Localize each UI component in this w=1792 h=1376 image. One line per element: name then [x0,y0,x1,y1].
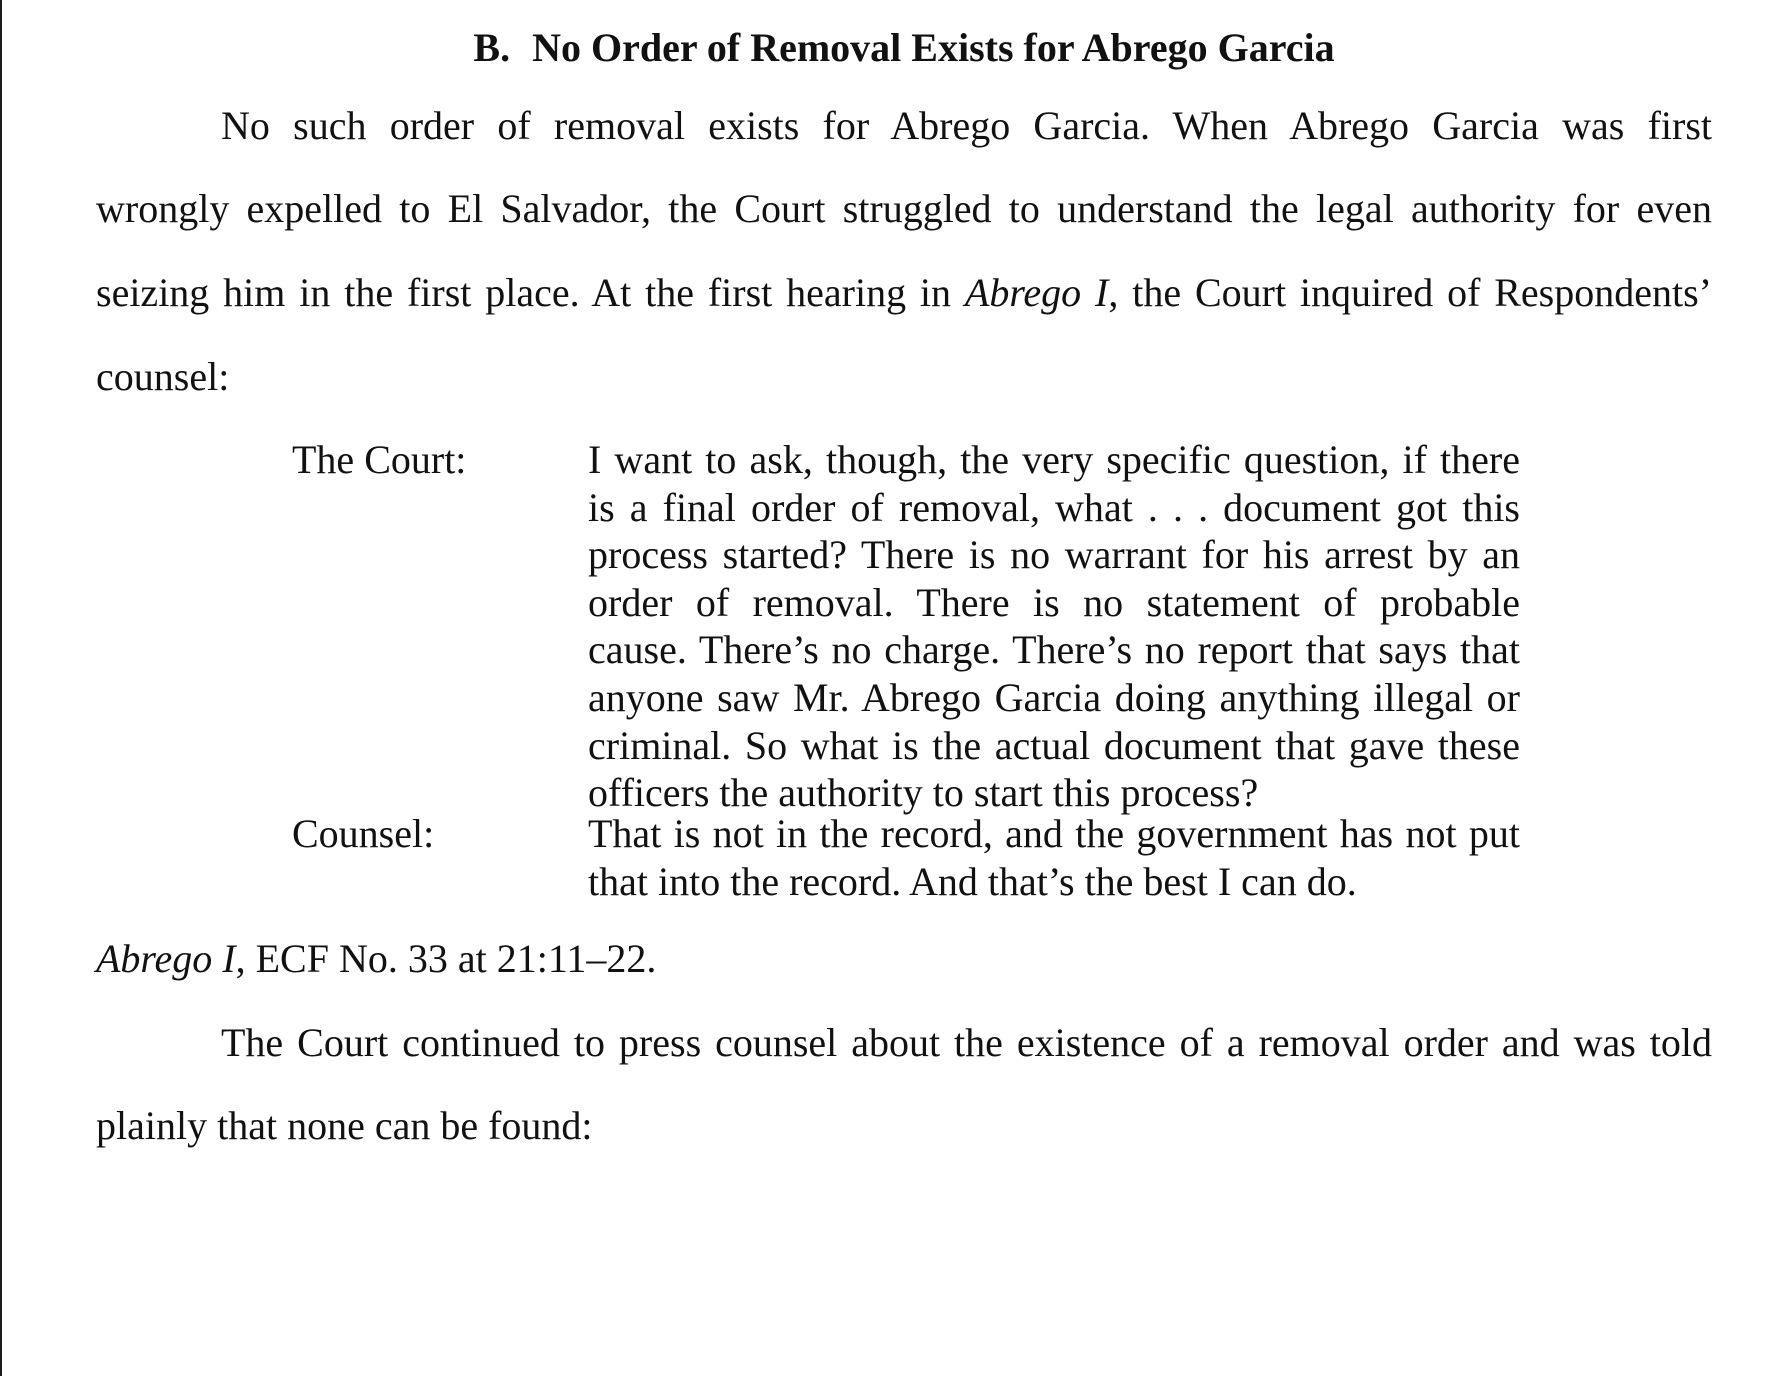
speaker-label: The Court: [292,437,467,482]
paragraph-1-line-3 [96,269,1712,317]
speech-line: that into the record. And that’s the best I can do. [588,858,1357,904]
speech-line: is a final order of removal, what . . . document got this [588,484,1520,530]
speech-line: criminal. So what is the actual document that gave these [588,722,1520,768]
section-title: No Order of Removal Exists for Abrego Garcia [532,25,1335,70]
paragraph-1-line-1: No such order of removal exists for Abrego Garcia. When Abrego Garcia was first [221,103,1712,148]
case-name: Abrego I [964,270,1109,315]
speech-line: anyone saw Mr. Abrego Garcia doing anything illegal or [588,674,1520,720]
speech-line: cause. There’s no charge. There’s no report that says that [588,627,1520,673]
speaker-label: Counsel: [292,811,435,856]
speech-text [588,436,1520,817]
speech-line: process started? There is no warrant for his arrest by an [588,532,1520,578]
section-heading [96,24,1712,72]
case-name: Abrego I [96,936,236,981]
paragraph-1-line-2: wrongly expelled to El Salvador, the Court struggled to understand the legal authority for even [96,186,1712,231]
line-text: seizing him in the first place. At the first hearing in [96,270,965,315]
speech-text [588,810,1520,905]
speech-line: order of removal. There is no statement of probable [588,579,1520,625]
paragraph-2-line-1: The Court continued to press counsel about the existence of a removal order and was told [221,1020,1712,1065]
section-number: B. [473,25,511,70]
speech-line: officers the authority to start this process? [588,770,1259,816]
paragraph-1-line-4: counsel: [96,354,230,399]
line-text: , the Court inquired of Respondents’ [1108,270,1713,315]
paragraph-2-line-2: plainly that none can be found: [96,1103,593,1148]
speech-line: I want to ask, though, the very specific question, if there [588,437,1520,482]
speech-line: That is not in the record, and the government has not put [588,811,1520,856]
left-edge-rule [0,0,2,1376]
citation-text: , ECF No. 33 at 21:11–22. [235,936,657,981]
citation [96,935,1712,983]
